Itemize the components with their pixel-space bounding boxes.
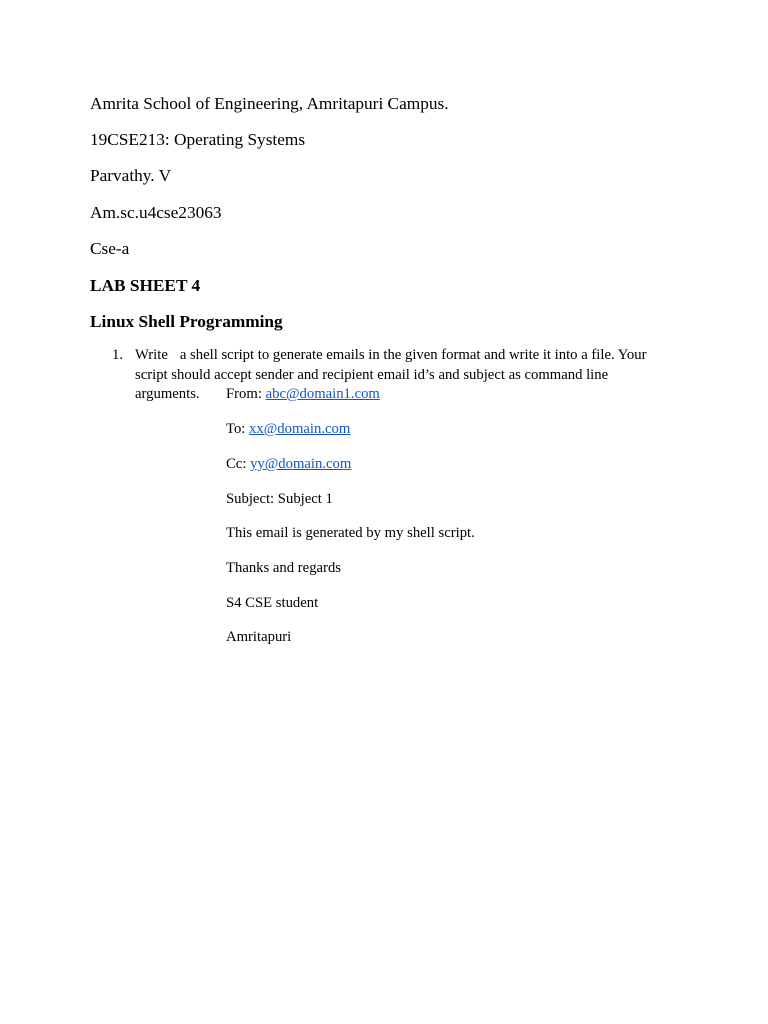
question-number: 1. (112, 347, 124, 363)
school-name: Amrita School of Engineering, Amritapuri Campus. (90, 94, 449, 113)
cc-label: Cc: (226, 456, 247, 472)
lab-sheet-title: LAB SHEET 4 (90, 276, 201, 295)
from-label: From: (226, 386, 262, 402)
roll-number: Am.sc.u4cse23063 (90, 203, 222, 222)
signature-role-line: S4 CSE student (226, 595, 319, 611)
question-line-3: arguments. (135, 386, 200, 403)
student-name: Parvathy. V (90, 166, 172, 185)
cc-email-link[interactable]: yy@domain.com (250, 456, 352, 472)
question-line-1 (135, 346, 680, 366)
email-body-line: This email is generated by my shell script. (226, 525, 475, 541)
from-email-link[interactable]: abc@domain1.com (265, 386, 380, 402)
question-line-1-rest: a shell script to generate emails in the given format and write it into a file. Your (179, 347, 647, 363)
to-label: To: (226, 421, 246, 437)
closing-line: Thanks and regards (226, 560, 342, 576)
from-line (226, 385, 380, 405)
question-first-word: Write (135, 347, 168, 363)
cc-line (226, 455, 351, 475)
signature-place-line: Amritapuri (226, 629, 292, 645)
topic-title: Linux Shell Programming (90, 312, 283, 331)
question-line-2: script should accept sender and recipient email id’s and subject as command line (135, 366, 609, 383)
question-text (135, 346, 680, 405)
to-line (226, 420, 350, 440)
section-name: Cse-a (90, 239, 130, 258)
to-email-link[interactable]: xx@domain.com (249, 421, 351, 437)
subject-line: Subject: Subject 1 (226, 491, 333, 507)
course-title: 19CSE213: Operating Systems (90, 130, 306, 149)
